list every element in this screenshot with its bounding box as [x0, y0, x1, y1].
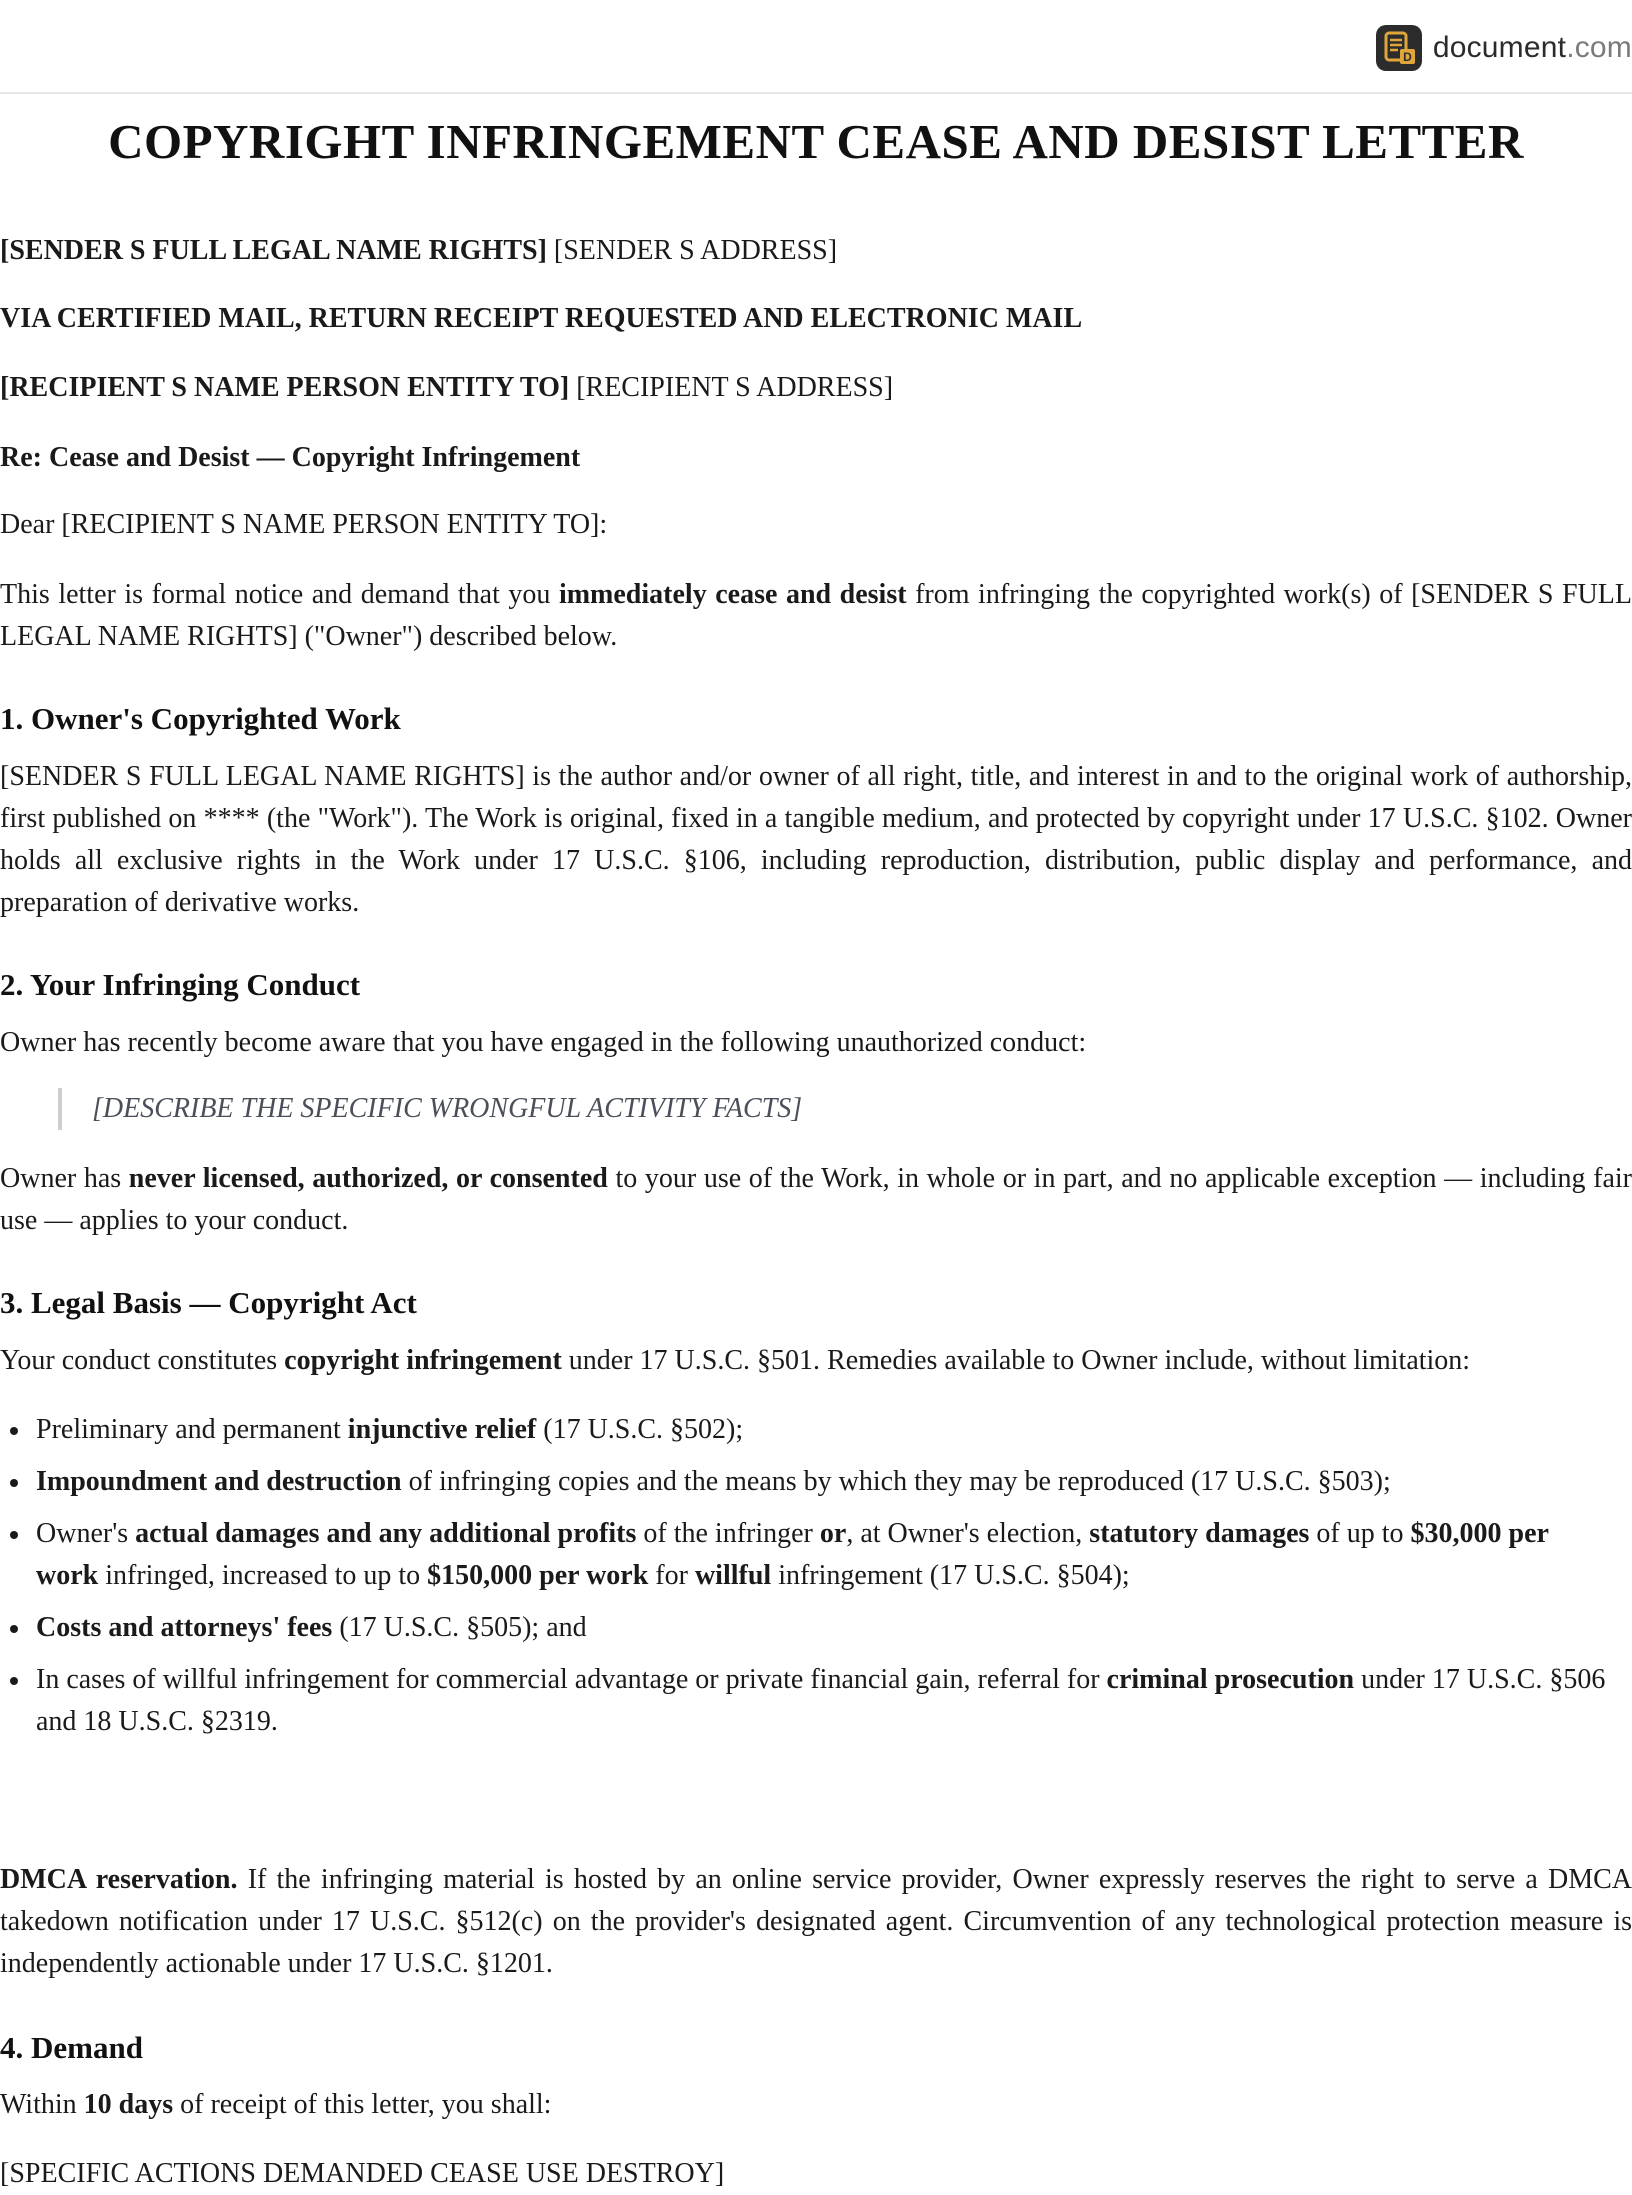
- sender-line: [0, 230, 1632, 272]
- intro-emphasis: immediately cease and desist: [558, 579, 907, 610]
- remedy-text: In cases of willful infringement for commercial advantage or private financial gain, referral for: [36, 1664, 1107, 1695]
- demanded-actions: [SPECIFIC ACTIONS DEMANDED CEASE USE DESTROY]: [0, 2158, 725, 2189]
- demand-lead-c: of receipt of this letter, you shall:: [173, 2089, 552, 2120]
- intro-paragraph: [0, 574, 1632, 658]
- remedy-text: for: [648, 1560, 695, 1591]
- legal-lead-c: under 17 U.S.C. §501. Remedies available to Owner include, without limitation:: [561, 1345, 1471, 1376]
- list-item: [36, 1659, 1632, 1743]
- remedy-text: (17 U.S.C. §502);: [536, 1414, 744, 1445]
- list-item: [36, 1461, 1632, 1503]
- intro-text-a: This letter is formal notice and demand that you: [0, 579, 559, 610]
- brand-name-main: document: [1432, 31, 1567, 64]
- recipient-name: [RECIPIENT S NAME PERSON ENTITY TO]: [0, 372, 570, 403]
- remedy-emphasis: willful: [694, 1560, 772, 1591]
- brand-logo[interactable]: [1375, 22, 1632, 74]
- dmca-label: DMCA reservation.: [0, 1864, 238, 1895]
- remedy-text: (17 U.S.C. §505); and: [332, 1612, 587, 1643]
- sender-address: [SENDER S ADDRESS]: [553, 235, 838, 266]
- header-bar: [0, 0, 1632, 94]
- list-item: [36, 1409, 1632, 1451]
- subject-line: [0, 437, 1632, 479]
- delivery-method: [0, 298, 1632, 340]
- brand-name-suffix: .com: [1566, 31, 1632, 64]
- demand-deadline: 10 days: [83, 2089, 174, 2120]
- section-4-lead: [0, 2084, 1632, 2126]
- document-title: COPYRIGHT INFRINGEMENT CEASE AND DESIST LETTER: [108, 114, 1524, 169]
- remedy-text: of the infringer: [636, 1518, 820, 1549]
- demand-lead-a: Within: [0, 2089, 84, 2120]
- legal-lead-a: Your conduct constitutes: [0, 1345, 285, 1376]
- section-2-lead: Owner has recently become aware that you have engaged in the following unauthorized conduct:: [0, 1027, 1087, 1058]
- conduct-quote: [DESCRIBE THE SPECIFIC WRONGFUL ACTIVITY FACTS]: [58, 1088, 1632, 1130]
- brand-name: [1433, 31, 1632, 65]
- remedy-emphasis: or: [819, 1518, 847, 1549]
- remedy-text: Preliminary and permanent: [36, 1414, 348, 1445]
- list-item: [36, 1607, 1632, 1649]
- consent-text-c: to your use of the Work, in whole or in part, and no applicable exception — including fair use — applies to your conduct.: [0, 1163, 1632, 1236]
- section-1-heading: 1. Owner's Copyrighted Work: [0, 701, 401, 736]
- dmca-text: If the infringing material is hosted by an online service provider, Owner expressly reserves the right to serve a DMCA takedown notification under 17 U.S.C. §512(c) on the provider's designated agent. Circumvention of any technological protection measure is independently actionable under 17 U.S.C. §1201.: [0, 1864, 1632, 1979]
- document-logo-icon: [1375, 24, 1423, 72]
- section-3-heading: 3. Legal Basis — Copyright Act: [0, 1285, 417, 1320]
- remedy-emphasis: $150,000 per work: [427, 1560, 649, 1591]
- remedy-text: Owner's: [36, 1518, 136, 1549]
- consent-text-a: Owner has: [0, 1163, 129, 1194]
- section-4-heading: 4. Demand: [0, 2030, 143, 2065]
- dmca-reservation: [0, 1859, 1632, 1985]
- remedy-text: infringement (17 U.S.C. §504);: [771, 1560, 1130, 1591]
- section-1-body: [SENDER S FULL LEGAL NAME RIGHTS] is the author and/or owner of all right, title, and interest in and to the original work of authorship, first published on **** (the "Work"). The Work is original, fixed in a tangible medium, and protected by copyright under 17 U.S.C. §102. Owner holds all exclusive rights in the Work under 17 U.S.C. §106, including reproduction, distribution, public display and performance, and preparation of derivative works.: [0, 761, 1632, 918]
- remedy-text: under 17 U.S.C. §506 and 18 U.S.C. §2319.: [36, 1664, 1606, 1737]
- remedy-text: of infringing copies and the means by which they may be reproduced (17 U.S.C. §503);: [401, 1466, 1391, 1497]
- legal-lead-emphasis: copyright infringement: [284, 1345, 562, 1376]
- svg-text:D: D: [1402, 50, 1412, 64]
- remedy-emphasis: criminal prosecution: [1106, 1664, 1355, 1695]
- remedy-emphasis: actual damages and any additional profits: [135, 1518, 637, 1549]
- recipient-line: [0, 367, 1632, 409]
- remedy-emphasis: $30,000 per work: [36, 1518, 1549, 1591]
- intro-text-c: from infringing the copyrighted work(s) of [SENDER S FULL LEGAL NAME RIGHTS] ("Owner") described below.: [0, 579, 1632, 652]
- remedy-text: , at Owner's election,: [846, 1518, 1090, 1549]
- remedy-emphasis: Impoundment and destruction: [36, 1466, 402, 1497]
- letter-document: [0, 114, 1632, 2189]
- subject-text: Re: Cease and Desist — Copyright Infringement: [0, 442, 581, 473]
- section-3-lead: [0, 1340, 1632, 1382]
- list-item: [36, 1513, 1632, 1597]
- consent-emphasis: never licensed, authorized, or consented: [128, 1163, 608, 1194]
- sender-name: [SENDER S FULL LEGAL NAME RIGHTS]: [0, 235, 547, 266]
- remedy-emphasis: Costs and attorneys' fees: [36, 1612, 333, 1643]
- recipient-address: [RECIPIENT S ADDRESS]: [576, 372, 894, 403]
- section-2-consent: [0, 1158, 1632, 1242]
- remedy-text: of up to: [1309, 1518, 1411, 1549]
- remedy-emphasis: injunctive relief: [347, 1414, 537, 1445]
- conduct-quote-block: [0, 1088, 1632, 1130]
- salutation: Dear [RECIPIENT S NAME PERSON ENTITY TO]:: [0, 509, 608, 540]
- section-2-heading: 2. Your Infringing Conduct: [0, 967, 361, 1002]
- remedy-text: infringed, increased to up to: [98, 1560, 428, 1591]
- delivery-text: VIA CERTIFIED MAIL, RETURN RECEIPT REQUESTED AND ELECTRONIC MAIL: [0, 303, 1083, 334]
- remedy-emphasis: statutory damages: [1089, 1518, 1310, 1549]
- remedies-list: [0, 1409, 1632, 1743]
